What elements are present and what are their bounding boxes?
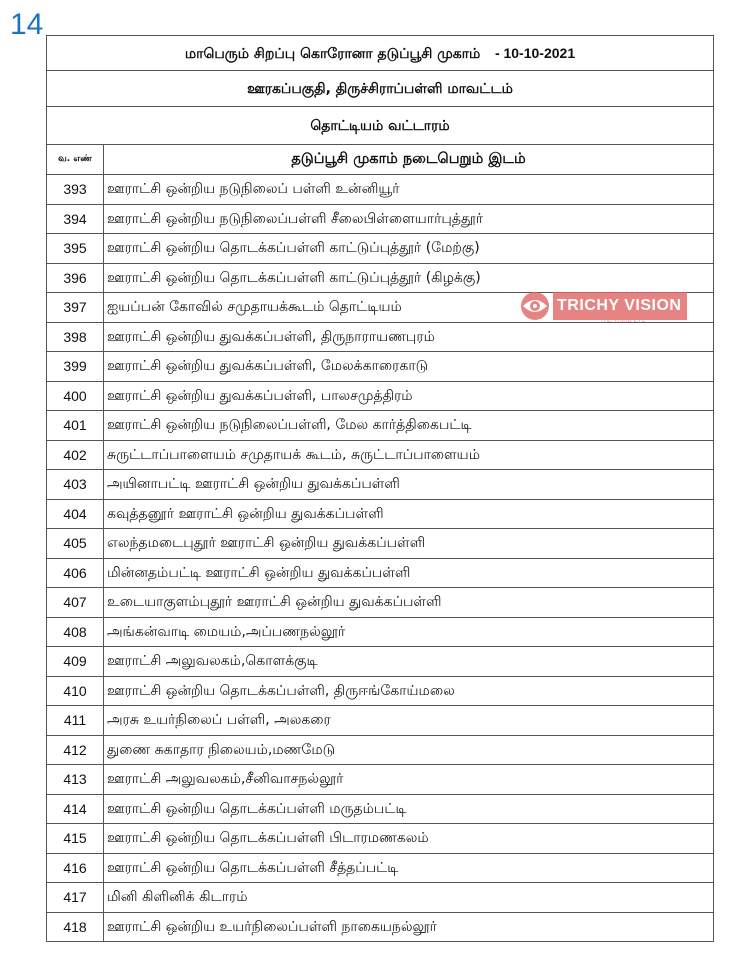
- table-row: [47, 411, 714, 441]
- camp-location-cell: ஊராட்சி அலுவலகம்,சீனிவாசநல்லூர்: [104, 765, 714, 795]
- camp-location-cell: அங்கன்வாடி மையம்,அப்பணநல்லூர்: [104, 617, 714, 647]
- camp-location-cell: ஊராட்சி ஒன்றிய தொடக்கப்பள்ளி சீத்தப்பட்டி: [104, 853, 714, 883]
- table-row: [47, 765, 714, 795]
- camp-location-cell: ஐயப்பன் கோவில் சமுதாயக்கூடம் தொட்டியம்: [104, 293, 714, 323]
- serial-column-header: வ. எண்: [47, 145, 104, 175]
- table-row: [47, 234, 714, 264]
- table-row: [47, 440, 714, 470]
- table-row: [47, 470, 714, 500]
- serial-number-cell: 416: [47, 853, 104, 883]
- serial-number-cell: 393: [47, 175, 104, 205]
- vaccination-camp-table: [46, 35, 714, 942]
- serial-number-cell: 413: [47, 765, 104, 795]
- serial-number-cell: 402: [47, 440, 104, 470]
- serial-number-cell: 407: [47, 588, 104, 618]
- block-row: [47, 107, 714, 145]
- camp-location-cell: ஊராட்சி ஒன்றிய தொடக்கப்பள்ளி காட்டுப்புத்தூர் (மேற்கு): [104, 234, 714, 264]
- camp-location-cell: சுருட்டாப்பாளையம் சமுதாயக் கூடம், சுருட்டாப்பாளையம்: [104, 440, 714, 470]
- table-row: [47, 824, 714, 854]
- serial-number-cell: 397: [47, 293, 104, 323]
- table-row: [47, 381, 714, 411]
- camp-location-cell: ஊராட்சி ஒன்றிய தொடக்கப்பள்ளி காட்டுப்புத்தூர் (கிழக்கு): [104, 263, 714, 293]
- table-row: [47, 529, 714, 559]
- table-row: [47, 352, 714, 382]
- table-row: [47, 617, 714, 647]
- serial-number-cell: 399: [47, 352, 104, 382]
- serial-number-cell: 396: [47, 263, 104, 293]
- table-row: [47, 175, 714, 205]
- serial-number-cell: 411: [47, 706, 104, 736]
- table-row: [47, 499, 714, 529]
- table-row: [47, 853, 714, 883]
- serial-number-cell: 404: [47, 499, 104, 529]
- area-row: [47, 71, 714, 107]
- serial-number-cell: 394: [47, 204, 104, 234]
- table-row: [47, 263, 714, 293]
- table-row: [47, 204, 714, 234]
- table-row: [47, 794, 714, 824]
- table-row: [47, 735, 714, 765]
- table-row: [47, 322, 714, 352]
- serial-number-cell: 415: [47, 824, 104, 854]
- table-row: [47, 883, 714, 913]
- camp-location-cell: ஊராட்சி ஒன்றிய துவக்கப்பள்ளி, பாலசமுத்திரம்: [104, 381, 714, 411]
- table-row: [47, 676, 714, 706]
- serial-number-cell: 409: [47, 647, 104, 677]
- camp-title: மாபெரும் சிறப்பு கொரோனா தடுப்பூசி முகாம்: [184, 45, 481, 62]
- camp-location-cell: கவுத்தனூர் ஊராட்சி ஒன்றிய துவக்கப்பள்ளி: [104, 499, 714, 529]
- camp-location-cell: ஊராட்சி ஒன்றிய தொடக்கப்பள்ளி மருதம்பட்டி: [104, 794, 714, 824]
- camp-location-cell: எலந்தமடைபுதூர் ஊராட்சி ஒன்றிய துவக்கப்பள்ளி: [104, 529, 714, 559]
- camp-location-cell: ஊராட்சி ஒன்றிய துவக்கப்பள்ளி, திருநாராயணபுரம்: [104, 322, 714, 352]
- table-row: [47, 588, 714, 618]
- serial-number-cell: 410: [47, 676, 104, 706]
- place-column-header: தடுப்பூசி முகாம் நடைபெறும் இடம்: [104, 145, 714, 175]
- serial-number-cell: 406: [47, 558, 104, 588]
- title-cell: [47, 36, 714, 71]
- camp-location-cell: ஊராட்சி ஒன்றிய துவக்கப்பள்ளி, மேலக்காரைகாடு: [104, 352, 714, 382]
- table-row: [47, 558, 714, 588]
- camp-location-cell: ஊராட்சி ஒன்றிய உயர்நிலைப்பள்ளி நாகையநல்லூர்: [104, 912, 714, 942]
- table-row: [47, 912, 714, 942]
- area-cell: ஊரகப்பகுதி, திருச்சிராப்பள்ளி மாவட்டம்: [47, 71, 714, 107]
- camp-location-cell: மினி கிளினிக் கிடாரம்: [104, 883, 714, 913]
- serial-number-cell: 405: [47, 529, 104, 559]
- trichy-vision-logo-icon: [513, 290, 557, 322]
- serial-number-cell: 401: [47, 411, 104, 441]
- camp-location-cell: ஊராட்சி ஒன்றிய தொடக்கப்பள்ளி, திருஈங்கோய்மலை: [104, 676, 714, 706]
- serial-number-cell: 414: [47, 794, 104, 824]
- title-row: [47, 36, 714, 71]
- page-number: 14: [10, 8, 44, 41]
- serial-number-cell: 408: [47, 617, 104, 647]
- serial-number-cell: 395: [47, 234, 104, 264]
- watermark-tagline: THE THIRD EYE: [600, 318, 646, 324]
- camp-location-cell: ஊராட்சி ஒன்றிய தொடக்கப்பள்ளி பிடாரமணகலம்: [104, 824, 714, 854]
- serial-number-cell: 412: [47, 735, 104, 765]
- camp-location-cell: மின்னதம்பட்டி ஊராட்சி ஒன்றிய துவக்கப்பள்ளி: [104, 558, 714, 588]
- serial-number-cell: 418: [47, 912, 104, 942]
- camp-location-cell: அரசு உயர்நிலைப் பள்ளி, அலகரை: [104, 706, 714, 736]
- camp-location-cell: அயினாபட்டி ஊராட்சி ஒன்றிய துவக்கப்பள்ளி: [104, 470, 714, 500]
- camp-location-cell: உடையாகுளம்புதூர் ஊராட்சி ஒன்றிய துவக்கப்பள்ளி: [104, 588, 714, 618]
- serial-number-cell: 403: [47, 470, 104, 500]
- table-row: [47, 706, 714, 736]
- column-header-row: [47, 145, 714, 175]
- camp-location-cell: ஊராட்சி ஒன்றிய நடுநிலைப்பள்ளி, மேல கார்த்திகைபட்டி: [104, 411, 714, 441]
- serial-number-cell: 398: [47, 322, 104, 352]
- block-cell: தொட்டியம் வட்டாரம்: [47, 107, 714, 145]
- camp-location-cell: துணை சுகாதார நிலையம்,மணமேடு: [104, 735, 714, 765]
- camp-date: - 10-10-2021: [494, 44, 576, 61]
- serial-number-cell: 417: [47, 883, 104, 913]
- camp-location-cell: ஊராட்சி ஒன்றிய நடுநிலைப் பள்ளி உன்னியூர்: [104, 175, 714, 205]
- camp-location-cell: ஊராட்சி ஒன்றிய நடுநிலைப்பள்ளி சீலைபிள்ளையார்புத்தூர்: [104, 204, 714, 234]
- watermark-brand: TRICHY VISION: [553, 292, 687, 320]
- serial-number-cell: 400: [47, 381, 104, 411]
- table-row: [47, 647, 714, 677]
- camp-location-cell: ஊராட்சி அலுவலகம்,கொளக்குடி: [104, 647, 714, 677]
